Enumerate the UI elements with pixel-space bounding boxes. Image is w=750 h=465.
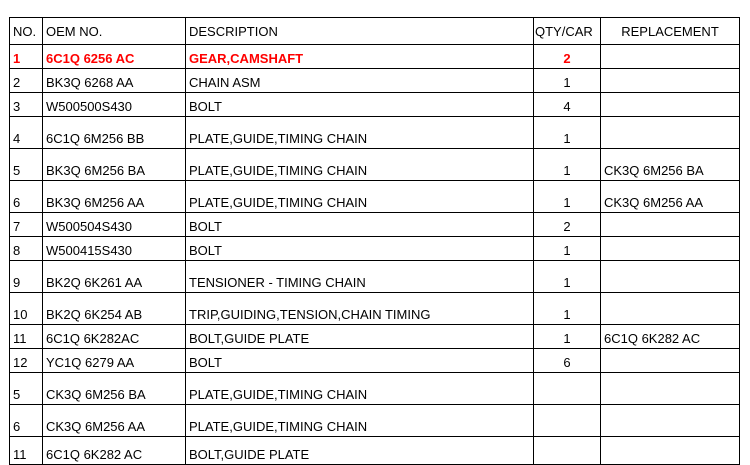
cell-no: 11 <box>10 437 43 465</box>
cell-no: 4 <box>10 117 43 149</box>
cell-oem-no: CK3Q 6M256 BA <box>43 373 186 405</box>
table-row <box>10 237 740 261</box>
cell-qty <box>534 437 601 465</box>
cell-qty: 2 <box>534 45 601 69</box>
cell-no: 9 <box>10 261 43 293</box>
table-row <box>10 373 740 405</box>
cell-description: GEAR,CAMSHAFT <box>186 45 534 69</box>
cell-replacement <box>601 261 740 293</box>
cell-oem-no: BK3Q 6268 AA <box>43 69 186 93</box>
cell-replacement <box>601 213 740 237</box>
cell-description: PLATE,GUIDE,TIMING CHAIN <box>186 181 534 213</box>
table-row <box>10 117 740 149</box>
cell-replacement <box>601 349 740 373</box>
cell-description: BOLT <box>186 349 534 373</box>
cell-description: BOLT <box>186 93 534 117</box>
header-qty-per-car: QTY/CAR <box>534 18 601 45</box>
cell-no: 11 <box>10 325 43 349</box>
cell-qty <box>534 373 601 405</box>
table-row <box>10 325 740 349</box>
cell-replacement: CK3Q 6M256 AA <box>601 181 740 213</box>
cell-qty: 1 <box>534 237 601 261</box>
cell-no: 6 <box>10 181 43 213</box>
cell-description: CHAIN ASM <box>186 69 534 93</box>
table-row <box>10 349 740 373</box>
cell-oem-no: W500415S430 <box>43 237 186 261</box>
cell-no: 2 <box>10 69 43 93</box>
cell-description: PLATE,GUIDE,TIMING CHAIN <box>186 373 534 405</box>
cell-replacement: 6C1Q 6K282 AC <box>601 325 740 349</box>
cell-oem-no: 6C1Q 6M256 BB <box>43 117 186 149</box>
cell-no: 10 <box>10 293 43 325</box>
cell-replacement <box>601 45 740 69</box>
cell-replacement <box>601 117 740 149</box>
table-row <box>10 293 740 325</box>
cell-oem-no: BK2Q 6K254 AB <box>43 293 186 325</box>
cell-qty: 1 <box>534 181 601 213</box>
table-row <box>10 69 740 93</box>
cell-replacement <box>601 69 740 93</box>
cell-replacement <box>601 237 740 261</box>
cell-qty: 1 <box>534 149 601 181</box>
header-row <box>10 18 740 45</box>
cell-replacement <box>601 405 740 437</box>
cell-no: 3 <box>10 93 43 117</box>
cell-oem-no: YC1Q 6279 AA <box>43 349 186 373</box>
cell-oem-no: W500500S430 <box>43 93 186 117</box>
cell-replacement <box>601 437 740 465</box>
cell-oem-no: BK3Q 6M256 AA <box>43 181 186 213</box>
cell-replacement: CK3Q 6M256 BA <box>601 149 740 181</box>
cell-replacement <box>601 93 740 117</box>
cell-no: 7 <box>10 213 43 237</box>
cell-description: BOLT,GUIDE PLATE <box>186 437 534 465</box>
cell-no: 5 <box>10 149 43 181</box>
table-row <box>10 437 740 465</box>
cell-qty: 6 <box>534 349 601 373</box>
cell-qty: 1 <box>534 69 601 93</box>
cell-oem-no: CK3Q 6M256 AA <box>43 405 186 437</box>
cell-oem-no: BK2Q 6K261 AA <box>43 261 186 293</box>
cell-no: 6 <box>10 405 43 437</box>
cell-replacement <box>601 373 740 405</box>
header-oem-no: OEM NO. <box>43 18 186 45</box>
cell-description: PLATE,GUIDE,TIMING CHAIN <box>186 405 534 437</box>
cell-qty: 4 <box>534 93 601 117</box>
cell-description: PLATE,GUIDE,TIMING CHAIN <box>186 149 534 181</box>
table-row <box>10 149 740 181</box>
cell-qty: 2 <box>534 213 601 237</box>
table-row <box>10 93 740 117</box>
cell-qty <box>534 405 601 437</box>
cell-description: BOLT <box>186 213 534 237</box>
cell-qty: 1 <box>534 261 601 293</box>
cell-no: 12 <box>10 349 43 373</box>
table-row <box>10 45 740 69</box>
cell-oem-no: 6C1Q 6K282 AC <box>43 437 186 465</box>
cell-qty: 1 <box>534 293 601 325</box>
cell-oem-no: 6C1Q 6K282AC <box>43 325 186 349</box>
cell-no: 1 <box>10 45 43 69</box>
cell-no: 8 <box>10 237 43 261</box>
table-row <box>10 181 740 213</box>
cell-description: PLATE,GUIDE,TIMING CHAIN <box>186 117 534 149</box>
cell-description: BOLT <box>186 237 534 261</box>
table-row <box>10 261 740 293</box>
cell-replacement <box>601 293 740 325</box>
cell-no: 5 <box>10 373 43 405</box>
cell-qty: 1 <box>534 117 601 149</box>
parts-table <box>9 17 740 465</box>
cell-oem-no: W500504S430 <box>43 213 186 237</box>
cell-oem-no: BK3Q 6M256 BA <box>43 149 186 181</box>
cell-description: BOLT,GUIDE PLATE <box>186 325 534 349</box>
table-row <box>10 213 740 237</box>
cell-description: TENSIONER - TIMING CHAIN <box>186 261 534 293</box>
cell-oem-no: 6C1Q 6256 AC <box>43 45 186 69</box>
cell-qty: 1 <box>534 325 601 349</box>
table-row <box>10 405 740 437</box>
header-no: NO. <box>10 18 43 45</box>
header-description: DESCRIPTION <box>186 18 534 45</box>
header-replacement: REPLACEMENT <box>601 18 740 45</box>
cell-description: TRIP,GUIDING,TENSION,CHAIN TIMING <box>186 293 534 325</box>
